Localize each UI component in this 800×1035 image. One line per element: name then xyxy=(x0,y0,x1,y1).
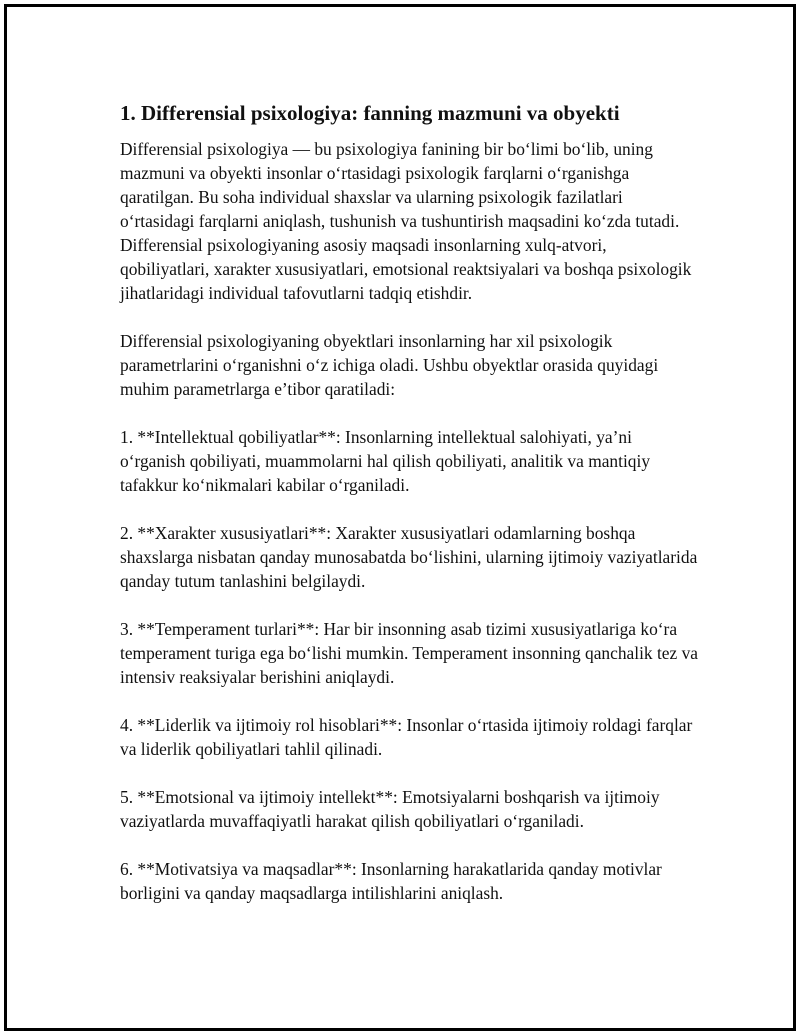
document-body xyxy=(120,99,700,929)
intro-paragraph: Differensial psixologiya — bu psixologiya fanining bir boʻlimi boʻlib, uning mazmuni va obyekti insonlar oʻrtasidagi psixologik farqlarni oʻrganishga qaratilgan. Bu soha individual shaxslar va ularning psixologik fazilatlari oʻrtasidagi farqlarni aniqlash, tushunish va tushuntirish maqsadini koʻzda tutadi. Differensial psixologiyaning asosiy maqsadi insonlarning xulq-atvori, qobiliyatlari, xarakter xususiyatlari, emotsional reaktsiyalari va boshqa psixologik jihatlaridagi individual tafovutlarni tadqiq etishdir. xyxy=(120,139,692,303)
list-item-intellectual: 1. **Intellektual qobiliyatlar**: Insonlarning intellektual salohiyati, ya’ni oʻrganish qobiliyati, muammolarni hal qilish qobiliyati, analitik va mantiqiy tafakkur koʻnikmalari kabilar oʻrganiladi. xyxy=(120,427,651,495)
list-item-motivation: 6. **Motivatsiya va maqsadlar**: Insonlarning harakatlarida qanday motivlar borligini va qanday maqsadlarga intilishlarini aniqlash. xyxy=(120,859,662,903)
page-frame xyxy=(4,4,796,1031)
section-heading: 1. Differensial psixologiya: fanning mazmuni va obyekti xyxy=(120,101,620,125)
list-item-character: 2. **Xarakter xususiyatlari**: Xarakter xususiyatlari odamlarning boshqa shaxslarga nisbatan qanday munosabatda boʻlishini, ularning ijtimoiy vaziyatlarida qanday tutum tanlashini belgilaydi. xyxy=(120,523,698,591)
list-item-emotional: 5. **Emotsional va ijtimoiy intellekt**: Emotsiyalarni boshqarish va ijtimoiy vaziyatlarda muvaffaqiyatli harakat qilish qobiliyatlari oʻrganiladi. xyxy=(120,787,660,831)
list-item-temperament: 3. **Temperament turlari**: Har bir insonning asab tizimi xususiyatlariga koʻra temperament turiga ega boʻlishi mumkin. Temperament insonning qanchalik tez va intensiv reaksiyalar berishini aniqlaydi. xyxy=(120,619,698,687)
list-item-leadership: 4. **Liderlik va ijtimoiy rol hisoblari**: Insonlar oʻrtasida ijtimoiy roldagi farqlar va liderlik qobiliyatlari tahlil qilinadi. xyxy=(120,715,693,759)
objects-paragraph: Differensial psixologiyaning obyektlari insonlarning har xil psixologik parametrlarini oʻrganishni oʻz ichiga oladi. Ushbu obyektlar orasida quyidagi muhim parametrlarga e’tibor qaratiladi: xyxy=(120,331,659,399)
